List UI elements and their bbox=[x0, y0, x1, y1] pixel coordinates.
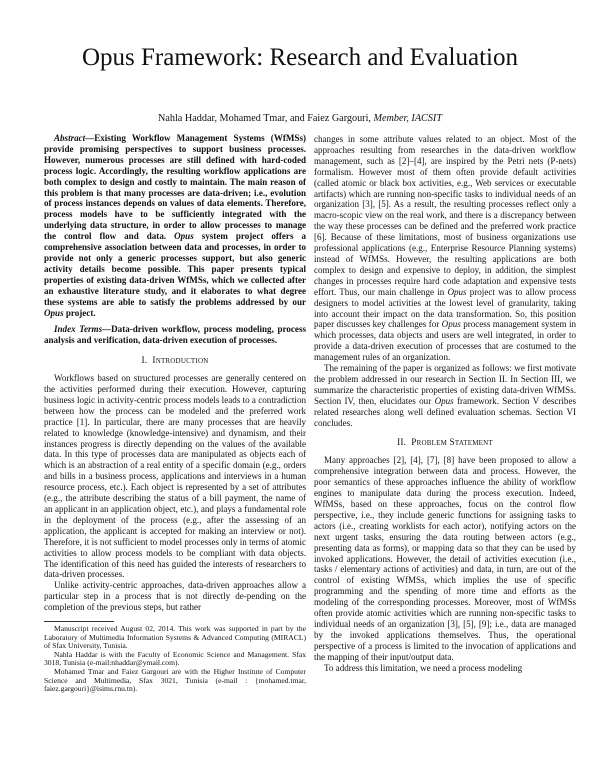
abstract bbox=[44, 133, 306, 318]
left-column bbox=[44, 133, 306, 694]
footnote-author-1: Nahla Haddar is with the Faculty of Economic Science and Management. Sfax 3018, Tunisia (e-mail:nhaddar@ymail.com). bbox=[44, 649, 306, 668]
index-terms-lead: Index Terms bbox=[54, 324, 103, 335]
abstract-opus-1: Opus bbox=[174, 231, 194, 242]
author-line bbox=[0, 113, 600, 124]
right-text-1a: changes in some attribute values related to an object. Most of the approaches resulting from researches in the data-driven workflow management, such as [2]–[4], are inspired by the Petri nets (P-nets) formalism. However most of them often provide default activities (called atomic or black box activities, e.g., Web services or executable artifacts) which are running non-specific tasks to individual needs of an organization [3], [5]. As a result, the resulting processes reflect only a macro-scopic view on the real work, and there is a discrepancy between the way these processes can be defined and the preferred work practice [6]. Because of these limitations, most of business organizations use professional applications (e.g., Enterprise Resource Planning systems) instead of WfMSs. However, the resulting applications are both complex to design and expensive to deploy, in addition, the simplest changes in processes require hard code adaptation and expensive tests effort. Thus, our main challenge in bbox=[314, 134, 576, 297]
author-role: Member, IACSIT bbox=[373, 113, 442, 124]
paper-title: Opus Framework: Research and Evaluation bbox=[82, 44, 518, 71]
author-names: Nahla Haddar, Mohamed Tmar, and Faiez Gargouri, bbox=[158, 113, 371, 124]
problem-paragraph-2: To address this limitation, we need a process modeling bbox=[324, 662, 523, 673]
abstract-text-1: —Existing Workflow Management Systems (WfMSs) provide promising perspectives to support business processes. However, numerous processes are still defined with hard-coded process logic. Accordingly, the resulting workflow applications are both complex to design and costly to maintain. The main reason of this problem is that many processes are data-driven; i.e., evolution of process instances depends on values of data elements. Therefore, process models have to be sufficiently integrated with the underlying data structure, in order to allow processes to manage the control flow and data. bbox=[44, 133, 306, 242]
right-text-2b: framework. Section V describes related researches along well defined evaluation schemas. Section VI concludes. bbox=[314, 395, 576, 428]
section-title: Introduction bbox=[152, 356, 209, 367]
problem-paragraph-1: Many approaches [2], [4], [7], [8] have been proposed to allow a comprehensive integration between data and process. However, the poor semantics of these approaches influence the ability of workflow engines to manipulate data during the process execution. Indeed, WfMSs, based on these approaches, focus on the control flow perspective, i.e., they include generic functions for assigning tasks to actors (i.e., creating worklists for each actor), notifying actors on the next urgent tasks, ensuring the data routing between actors (e.g., presenting data as forms), or mapping data so that they can be used by invoked applications. However, the detail of activities execution (i.e., tasks / elementary actions of activities) and data, in turn, are out of the control of existing WfMSs, which implies the use of specific programming and the spending of more time and efforts as the modeling of the corresponding processes. Moreover, most of WfMSs often provide atomic activities which are running non-specific tasks to individual needs of an organization [3], [5], [9]; i.e., data are managed by the invoked applications themselves. Thus, the operational perspective of a process is limited to the invocation of applications and the mapping of their input/output data. bbox=[314, 455, 576, 662]
footnotes bbox=[44, 625, 306, 694]
section-heading-introduction bbox=[44, 356, 306, 367]
right-opus-a: Opus bbox=[447, 286, 467, 297]
right-column bbox=[314, 134, 576, 674]
abstract-lead: Abstract bbox=[54, 133, 86, 143]
right-paragraph-2 bbox=[314, 363, 576, 428]
abstract-text-2: system project offers a comprehensive association between data and processes, in order to provide not only a generic processes support, but also generic activity details become possible. This paper presents typical properties of existing data-driven WfMSs, which we collected after an exhaustive literature study, and it elaborates to what degree these systems are able to satisfy the problems addressed by our bbox=[44, 231, 306, 307]
index-terms-text: —Data-driven workflow, process modeling, process analysis and verification, data-driven execution of processes. bbox=[44, 324, 306, 346]
section-number: II. bbox=[397, 438, 407, 449]
right-text-2a: The remaining of the paper is organized as follows: we first motivate the problem addressed in our research in Section II. In Section III, we summarize the characteristic properties of existing data-driven WfMSs. Section IV, then, elucidates our bbox=[314, 363, 576, 406]
right-text-1c: process management system in which processes, data objects and users are well integrated, in order to provide a data-driven execution of processes that are costumed to the management rules of an organization. bbox=[314, 319, 576, 363]
footnote-divider bbox=[44, 621, 114, 622]
abstract-text-3: project. bbox=[63, 307, 96, 318]
right-text-1b: project was to allow process designers to model activities at the lowest level of granularity, taking into account their impact on the data transformation. So, this position paper discusses key challenges for bbox=[314, 286, 577, 330]
index-terms bbox=[44, 324, 306, 346]
section-number: I. bbox=[141, 356, 148, 367]
footnote-author-2: Mohamed Tmar and Faiez Gargouri are with the Higher Institute of Computer Science and Multimedia, Sfax 3021, Tunisia (e-mail : {mohamed.tmar, faiez.gargouri}@isims.rnu.tn). bbox=[44, 667, 306, 694]
right-opus-c: Opus bbox=[434, 395, 454, 406]
intro-paragraph-2: Unlike activity-centric approaches, data-driven approaches allow a particular step in a process that is not directly de-pending on the completion of the previous steps, but rather bbox=[44, 580, 306, 613]
footnote-manuscript: Manuscript received August 02, 2014. This work was supported in part by the Laboratory of Multimedia Information Systems & Advanced Computing (MIRACL) of Sfax University, Tunisia. bbox=[44, 624, 306, 651]
abstract-opus-2: Opus bbox=[44, 307, 64, 318]
abstract-paragraph bbox=[44, 133, 306, 318]
intro-paragraph-1: Workflows based on structured processes are generally centered on the activities performed during their execution. However, capturing business logic in activity-centric process models leads to a contradiction between how the process can be modeled and the preferred work practice [1]. In particular, there are many processes that are heavily related to knowledge (knowledge-intensive) and dynamism, and their instances progress is directly depending on the values of the available data. In this type of processes data are manipulated as objects each of which is an abstraction of a real entity of a specific domain (e.g., orders and bills in a business process, applications and interviews in a human resource process, etc.). Each object is represented by a set of attributes (e.g., the attribute describing the status of a bill payment, the name of an applicant in an application object, etc.), and plays a fundamental role in the deployment of the process (e.g., after the assessing of an application, the applicant is accepted for making an interview or not). Therefore, it is not sufficient to model processes only in terms of atomic activities to allow process models to be compliant with data objects. The identification of this need has guided the interests of researchers to data-driven processes. bbox=[44, 373, 306, 580]
section-title: Problem Statement bbox=[411, 438, 493, 449]
right-paragraph-1 bbox=[314, 134, 576, 363]
right-opus-b: Opus bbox=[441, 319, 461, 330]
section-heading-problem-statement bbox=[314, 438, 576, 449]
